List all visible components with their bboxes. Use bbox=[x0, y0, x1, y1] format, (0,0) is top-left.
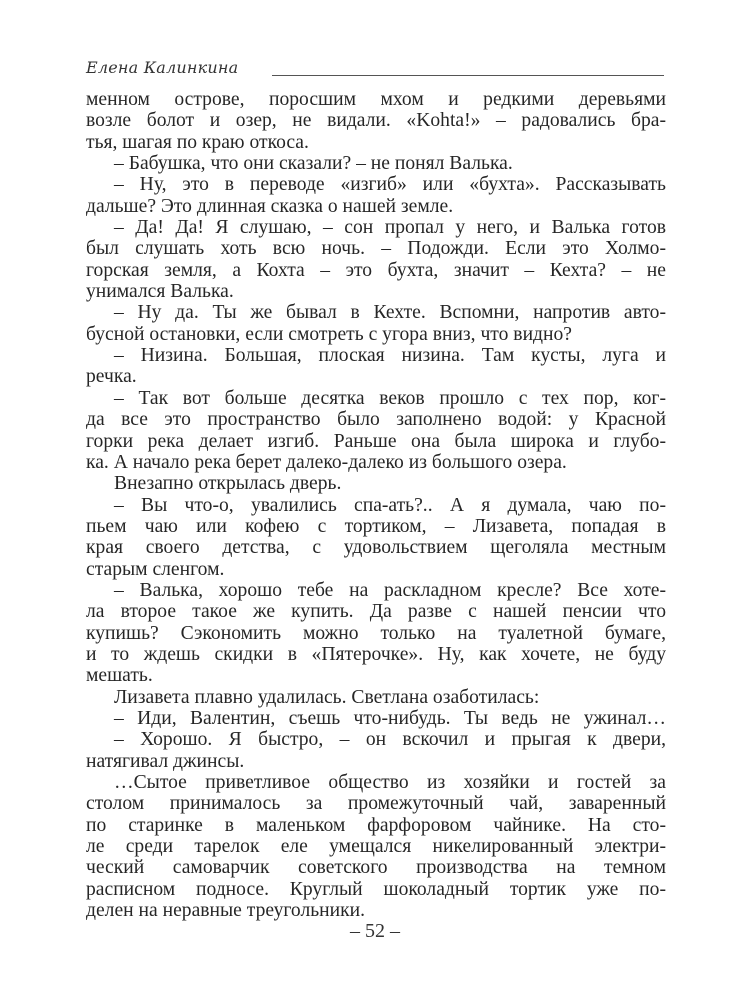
text-line: Внезапно открылась дверь. bbox=[114, 473, 342, 495]
text-line: мешать. bbox=[86, 665, 153, 687]
text-line: – Иди, Валентин, съешь что-нибудь. Ты ведь не ужинал… bbox=[114, 707, 666, 729]
text-line: старым сленгом. bbox=[86, 558, 225, 580]
text-line: менном острове, поросшим мхом и редкими деревьями bbox=[86, 89, 666, 110]
text-line: – Так вот больше десятка веков прошло с тех пор, ког- bbox=[114, 387, 666, 409]
text-line: бусной остановки, если смотреть с угора вниз, что видно? bbox=[86, 323, 572, 345]
text-line: столом принималось за промежуточный чай, заваренный bbox=[86, 793, 666, 815]
text-line: ка. А начало река берет далеко-далеко из большого озера. bbox=[86, 451, 567, 473]
text-line: пьем чаю или кофею с тортиком, – Лизавета, попадая в bbox=[86, 515, 666, 537]
text-line: горки река делает изгиб. Раньше она была широка и глубо- bbox=[86, 430, 666, 452]
text-line: – Хорошо. Я быстро, – он вскочил и прыгая к двери, bbox=[114, 729, 666, 751]
text-line: – Ну, это в переводе «изгиб» или «бухта». Рассказывать bbox=[114, 174, 666, 196]
text-line: – Низина. Большая, плоская низина. Там кусты, луга и bbox=[114, 345, 666, 367]
text-line: унимался Валька. bbox=[86, 281, 234, 303]
text-line: по старинке в маленьком фарфоровом чайнике. На сто- bbox=[86, 814, 666, 836]
text-line: ческий самоварчик советского производства на темном bbox=[86, 857, 666, 879]
running-header bbox=[86, 58, 664, 82]
header-rule bbox=[272, 75, 664, 76]
text-line: ла второе такое же купить. Да разве с нашей пенсии что bbox=[86, 601, 666, 623]
page-body-text bbox=[86, 89, 666, 921]
text-line: …Сытое приветливое общество из хозяйки и гостей за bbox=[114, 772, 666, 793]
text-line: – Валька, хорошо тебе на раскладном кресле? Все хоте- bbox=[114, 579, 666, 601]
page-number: – 52 – bbox=[350, 920, 400, 942]
text-line: расписном подносе. Круглый шоколадный тортик уже по- bbox=[86, 878, 666, 900]
text-line: да все это пространство было заполнено водой: у Красной bbox=[86, 409, 666, 431]
text-line: – Да! Да! Я слушаю, – сон пропал у него, и Валька готов bbox=[114, 217, 666, 239]
text-line: речка. bbox=[86, 366, 137, 388]
text-line: – Вы что-о, увалились спа-ать?.. А я думала, чаю по- bbox=[114, 494, 666, 516]
text-line: и то ждешь скидки в «Пятерочке». Ну, как хочете, не буду bbox=[86, 643, 666, 665]
text-line: – Ну да. Ты же бывал в Кехте. Вспомни, напротив авто- bbox=[114, 302, 666, 324]
text-line: натягивал джинсы. bbox=[86, 750, 245, 772]
text-line: ле среди тарелок еле умещался никелированный электри- bbox=[86, 836, 666, 858]
text-line: – Бабушка, что они сказали? – не понял Валька. bbox=[114, 153, 513, 175]
text-line: делен на неравные треугольники. bbox=[86, 900, 366, 922]
text-line: тья, шагая по краю откоса. bbox=[86, 131, 309, 153]
author-name: Елена Калинкина bbox=[86, 58, 239, 77]
text-line: края своего детства, с удовольствием щеголяла местным bbox=[86, 537, 666, 559]
text-line: был слушать хоть всю ночь. – Подожди. Если это Холмо- bbox=[86, 238, 666, 260]
text-line: горская земля, а Кохта – это бухта, значит – Кехта? – не bbox=[86, 259, 666, 281]
text-line: купишь? Сэкономить можно только на туалетной бумаге, bbox=[86, 622, 666, 644]
text-line: Лизавета плавно удалилась. Светлана озаботилась: bbox=[114, 686, 540, 708]
text-line: возле болот и озер, не видали. «Kohta!» – радовались бра- bbox=[86, 110, 666, 132]
text-line: дальше? Это длинная сказка о нашей земле. bbox=[86, 195, 454, 217]
